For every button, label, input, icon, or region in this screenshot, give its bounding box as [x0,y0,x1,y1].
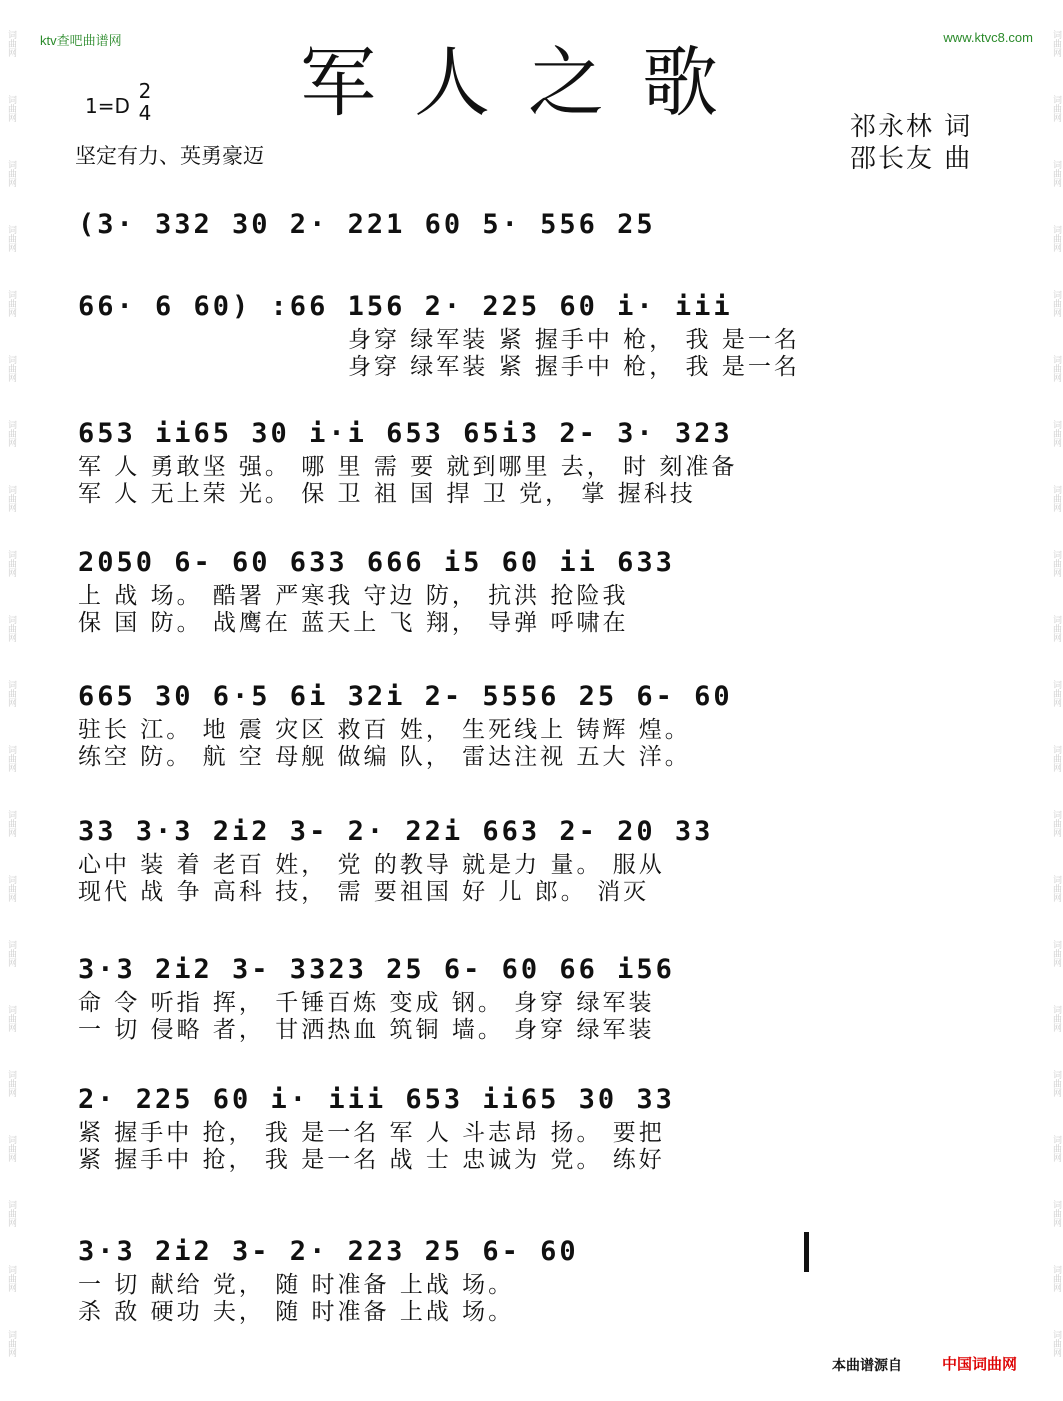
final-barline [804,1232,809,1272]
key-signature: 1=D [85,94,130,118]
side-watermark-right: 词曲网 词曲网 词曲网 词曲网 词曲网 词曲网 词曲网 词曲网 词曲网 词曲网 词曲网 词曲网 词曲网 词曲网 词曲网 词曲网 词曲网 词曲网 词曲网 词曲网 词曲网 [1051,30,1061,1357]
lyric-verse-1: 命 令 听指 挥， 千锤百炼 变成 钢。 身穿 绿军装 [78,990,655,1016]
composer-credit: 邵长友 曲 [850,144,973,174]
notation-line: (3· 332 30 2· 221 60 5· 556 25 [78,209,656,240]
score-system-4 [78,543,1008,637]
score-system-3 [78,414,1008,508]
side-watermark-left: 词曲网 词曲网 词曲网 词曲网 词曲网 词曲网 词曲网 词曲网 词曲网 词曲网 词曲网 词曲网 词曲网 词曲网 词曲网 词曲网 词曲网 词曲网 词曲网 词曲网 词曲网 [6,30,16,1357]
lyric-verse-2: 保 国 防。 战鹰在 蓝天上 飞 翔， 导弹 呼啸在 [78,610,629,636]
score-system-5 [78,677,1008,771]
source-site-link[interactable]: 中国词曲网 [942,1355,1018,1373]
notation-line: 3·3 2i2 3- 2· 223 25 6- 60 [78,1236,579,1267]
lyric-verse-1: 紧 握手中 抢， 我 是一名 军 人 斗志昂 扬。 要把 [78,1120,665,1146]
lyric-verse-1: 上 战 场。 酷署 严寒我 守边 防， 抗洪 抢险我 [78,583,629,609]
source-label: 本曲谱源自 [832,1358,902,1374]
song-title: 军人之歌 [300,38,756,127]
tempo-marking: 坚定有力、英勇豪迈 [75,144,264,168]
lyric-verse-1: 心中 装 着 老百 姓， 党 的教导 就是力 量。 服从 [78,852,665,878]
notation-line: 33 3·3 2i2 3- 2· 22i 663 2- 20 33 [78,816,714,847]
lyric-verse-1: 军 人 勇敢坚 强。 哪 里 需 要 就到哪里 去， 时 刻准备 [78,454,738,480]
score-system-9 [78,1232,1008,1326]
notation-line: 665 30 6·5 6i 32i 2- 5556 25 6- 60 [78,681,733,712]
lyric-verse-1: 驻长 江。 地 震 灾区 救百 姓， 生死线上 铸辉 煌。 [78,717,691,743]
notation-line: 3·3 2i2 3- 3323 25 6- 60 66 i56 [78,954,675,985]
site-watermark-left: ktv查吧曲谱网 [40,33,122,48]
lyric-verse-2: 紧 握手中 抢， 我 是一名 战 士 忠诚为 党。 练好 [78,1147,665,1173]
score-system-1 [78,205,1008,245]
lyric-verse-2: 练空 防。 航 空 母舰 做编 队， 雷达注视 五大 洋。 [78,744,691,770]
lyric-verse-2: 身穿 绿军装 紧 握手中 枪， 我 是一名 [348,354,800,380]
time-signature-top: 2 [138,79,152,103]
lyricist-credit: 祁永林 词 [850,112,973,142]
notation-line: 66· 6 60) :66 156 2· 225 60 i· iii [78,291,733,322]
score-system-2 [78,287,1008,381]
score-system-7 [78,950,1008,1044]
site-watermark-right: www.ktvc8.com [943,30,1033,45]
notation-line: 2· 225 60 i· iii 653 ii65 30 33 [78,1084,675,1115]
notation-line: 2050 6- 60 633 666 i5 60 ii 633 [78,547,675,578]
lyric-verse-2: 一 切 侵略 者， 甘洒热血 筑铜 墙。 身穿 绿军装 [78,1017,655,1043]
lyric-verse-2: 杀 敌 硬功 夫， 随 时准备 上战 场。 [78,1299,515,1325]
lyric-verse-2: 军 人 无上荣 光。 保 卫 祖 国 捍 卫 党， 掌 握科技 [78,481,696,507]
time-signature [136,80,154,124]
score-system-8 [78,1080,1008,1174]
time-signature-bottom: 4 [138,101,152,125]
notation-line: 653 ii65 30 i·i 653 65i3 2- 3· 323 [78,418,733,449]
lyric-verse-2: 现代 战 争 高科 技， 需 要祖国 好 儿 郎。 消灭 [78,879,650,905]
score-system-6 [78,812,1008,906]
lyric-verse-1: 一 切 献给 党， 随 时准备 上战 场。 [78,1272,515,1298]
lyric-verse-1: 身穿 绿军装 紧 握手中 枪， 我 是一名 [348,327,800,353]
